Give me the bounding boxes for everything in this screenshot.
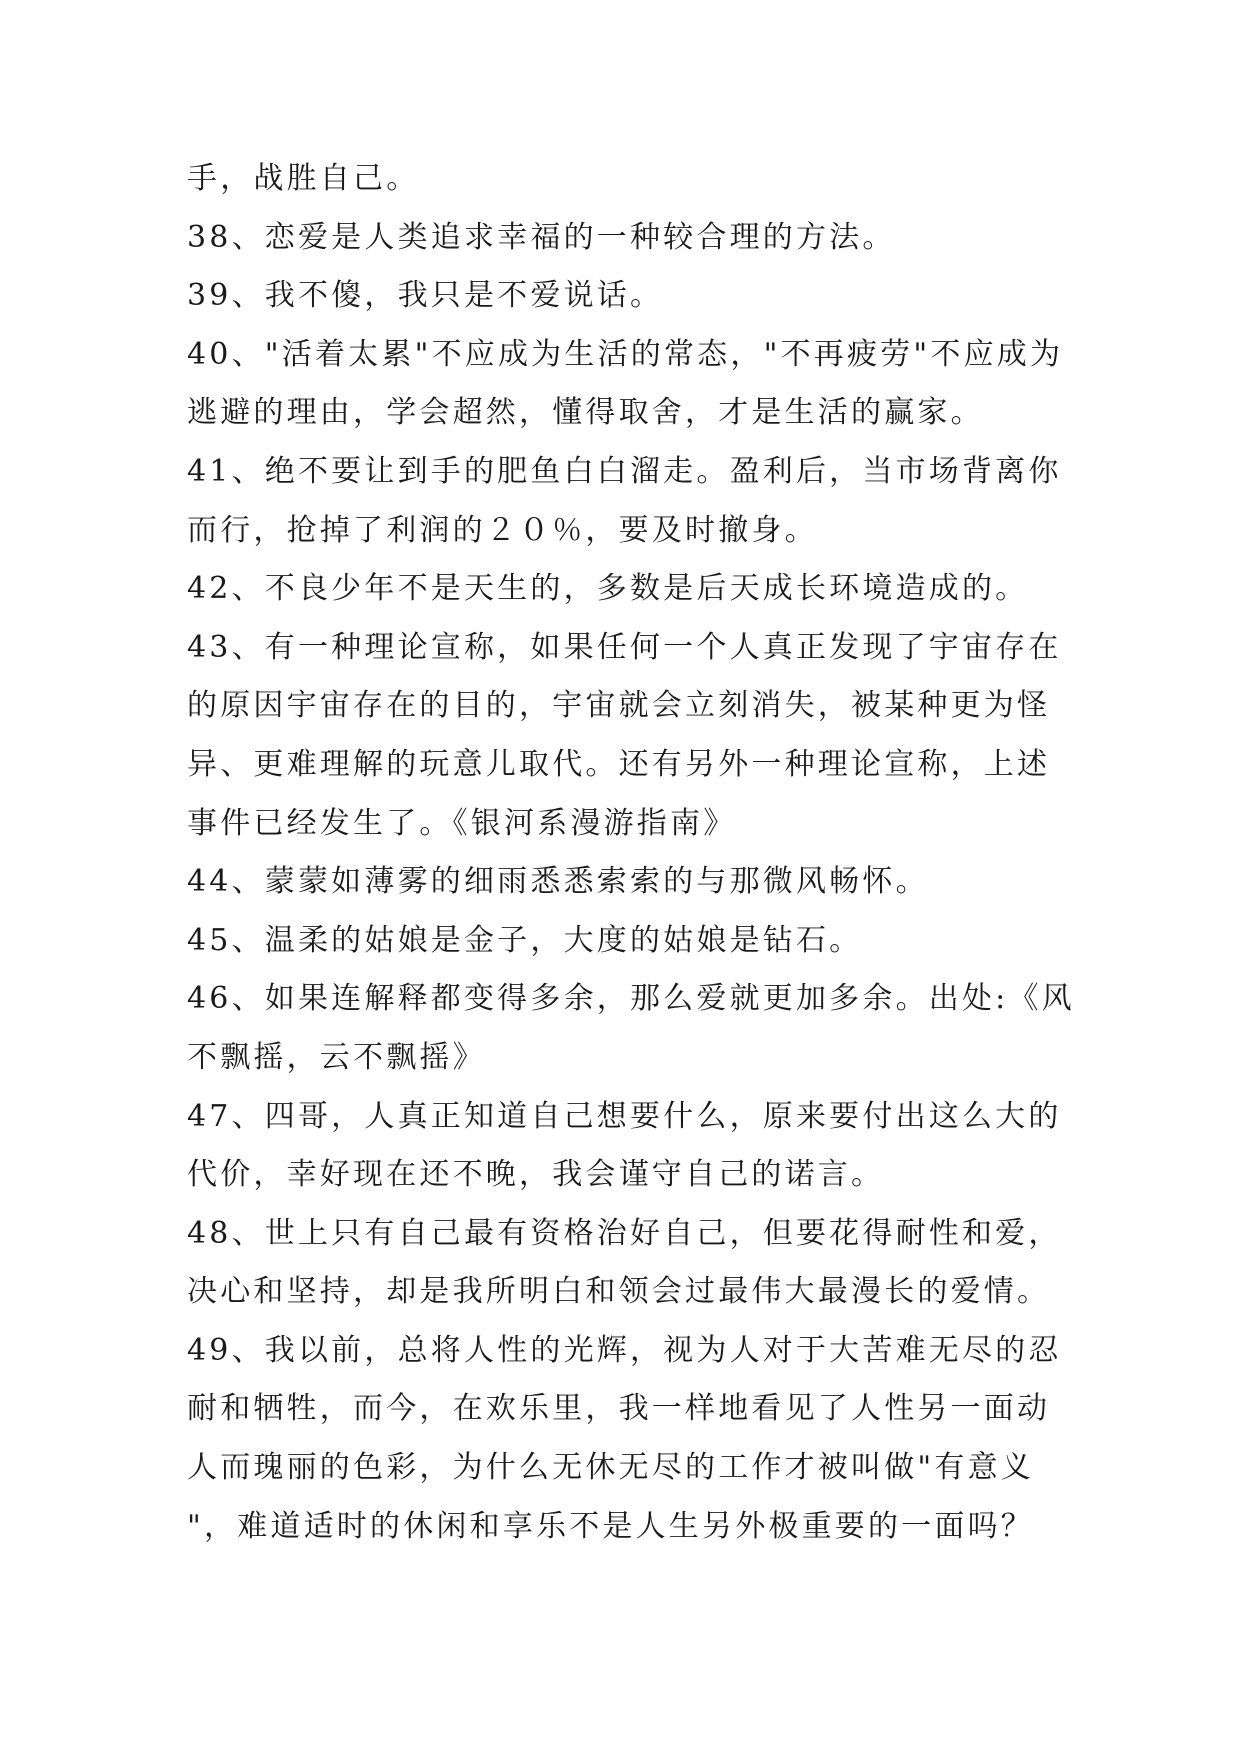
text-line: 异、更难理解的玩意儿取代。还有另外一种理论宣称，上述: [187, 746, 1051, 782]
text-line: 45、温柔的姑娘是金子，大度的姑娘是钻石。: [187, 922, 863, 958]
text-line: 43、有一种理论宣称，如果任何一个人真正发现了宇宙存在: [187, 629, 1062, 665]
text-line: "，难道适时的休闲和享乐不是人生另外极重要的一面吗？: [187, 1508, 1034, 1544]
text-line: 48、世上只有自己最有资格治好自己，但要花得耐性和爱，: [187, 1215, 1062, 1251]
text-line: 41、绝不要让到手的肥鱼白白溜走。盈利后，当市场背离你: [187, 453, 1062, 489]
text-line: 44、蒙蒙如薄雾的细雨悉悉索索的与那微风畅怀。: [187, 864, 929, 900]
text-line: 决心和坚持，却是我所明白和领会过最伟大最漫长的爱情。: [187, 1274, 1051, 1310]
text-line: 47、四哥，人真正知道自己想要什么，原来要付出这么大的: [187, 1098, 1062, 1134]
text-line: 手，战胜自己。: [187, 161, 420, 196]
document-body: [187, 150, 1075, 1556]
text-line: 人而瑰丽的色彩，为什么无休无尽的工作才被叫做"有意义: [187, 1450, 1034, 1486]
text-line: 而行，抢掉了利润的２０％，要及时撤身。: [187, 512, 818, 548]
text-line: 42、不良少年不是天生的，多数是后天成长环境造成的。: [187, 571, 1029, 607]
text-line: 49、我以前，总将人性的光辉，视为人对于大苦难无尽的忍: [187, 1332, 1062, 1368]
text-line: 46、如果连解释都变得多余，那么爱就更加多余。出处:《风: [187, 981, 1075, 1017]
text-line: 39、我不傻，我只是不爱说话。: [187, 278, 664, 314]
text-line: 耐和牺牲，而今，在欢乐里，我一样地看见了人性另一面动: [187, 1391, 1051, 1427]
text-line: 不飘摇，云不飘摇》: [187, 1039, 486, 1075]
text-line: 的原因宇宙存在的目的，宇宙就会立刻消失，被某种更为怪: [187, 688, 1051, 724]
text-line: 事件已经发生了。《银河系漫游指南》: [187, 805, 737, 841]
text-line: 逃避的理由，学会超然，懂得取舍，才是生活的赢家。: [187, 395, 984, 431]
text-line: 38、恋爱是人类追求幸福的一种较合理的方法。: [187, 219, 896, 255]
text-line: 代价，幸好现在还不晚，我会谨守自己的诺言。: [187, 1157, 885, 1193]
text-line: 40、"活着太累"不应成为生活的常态，"不再疲劳"不应成为: [187, 336, 1064, 372]
